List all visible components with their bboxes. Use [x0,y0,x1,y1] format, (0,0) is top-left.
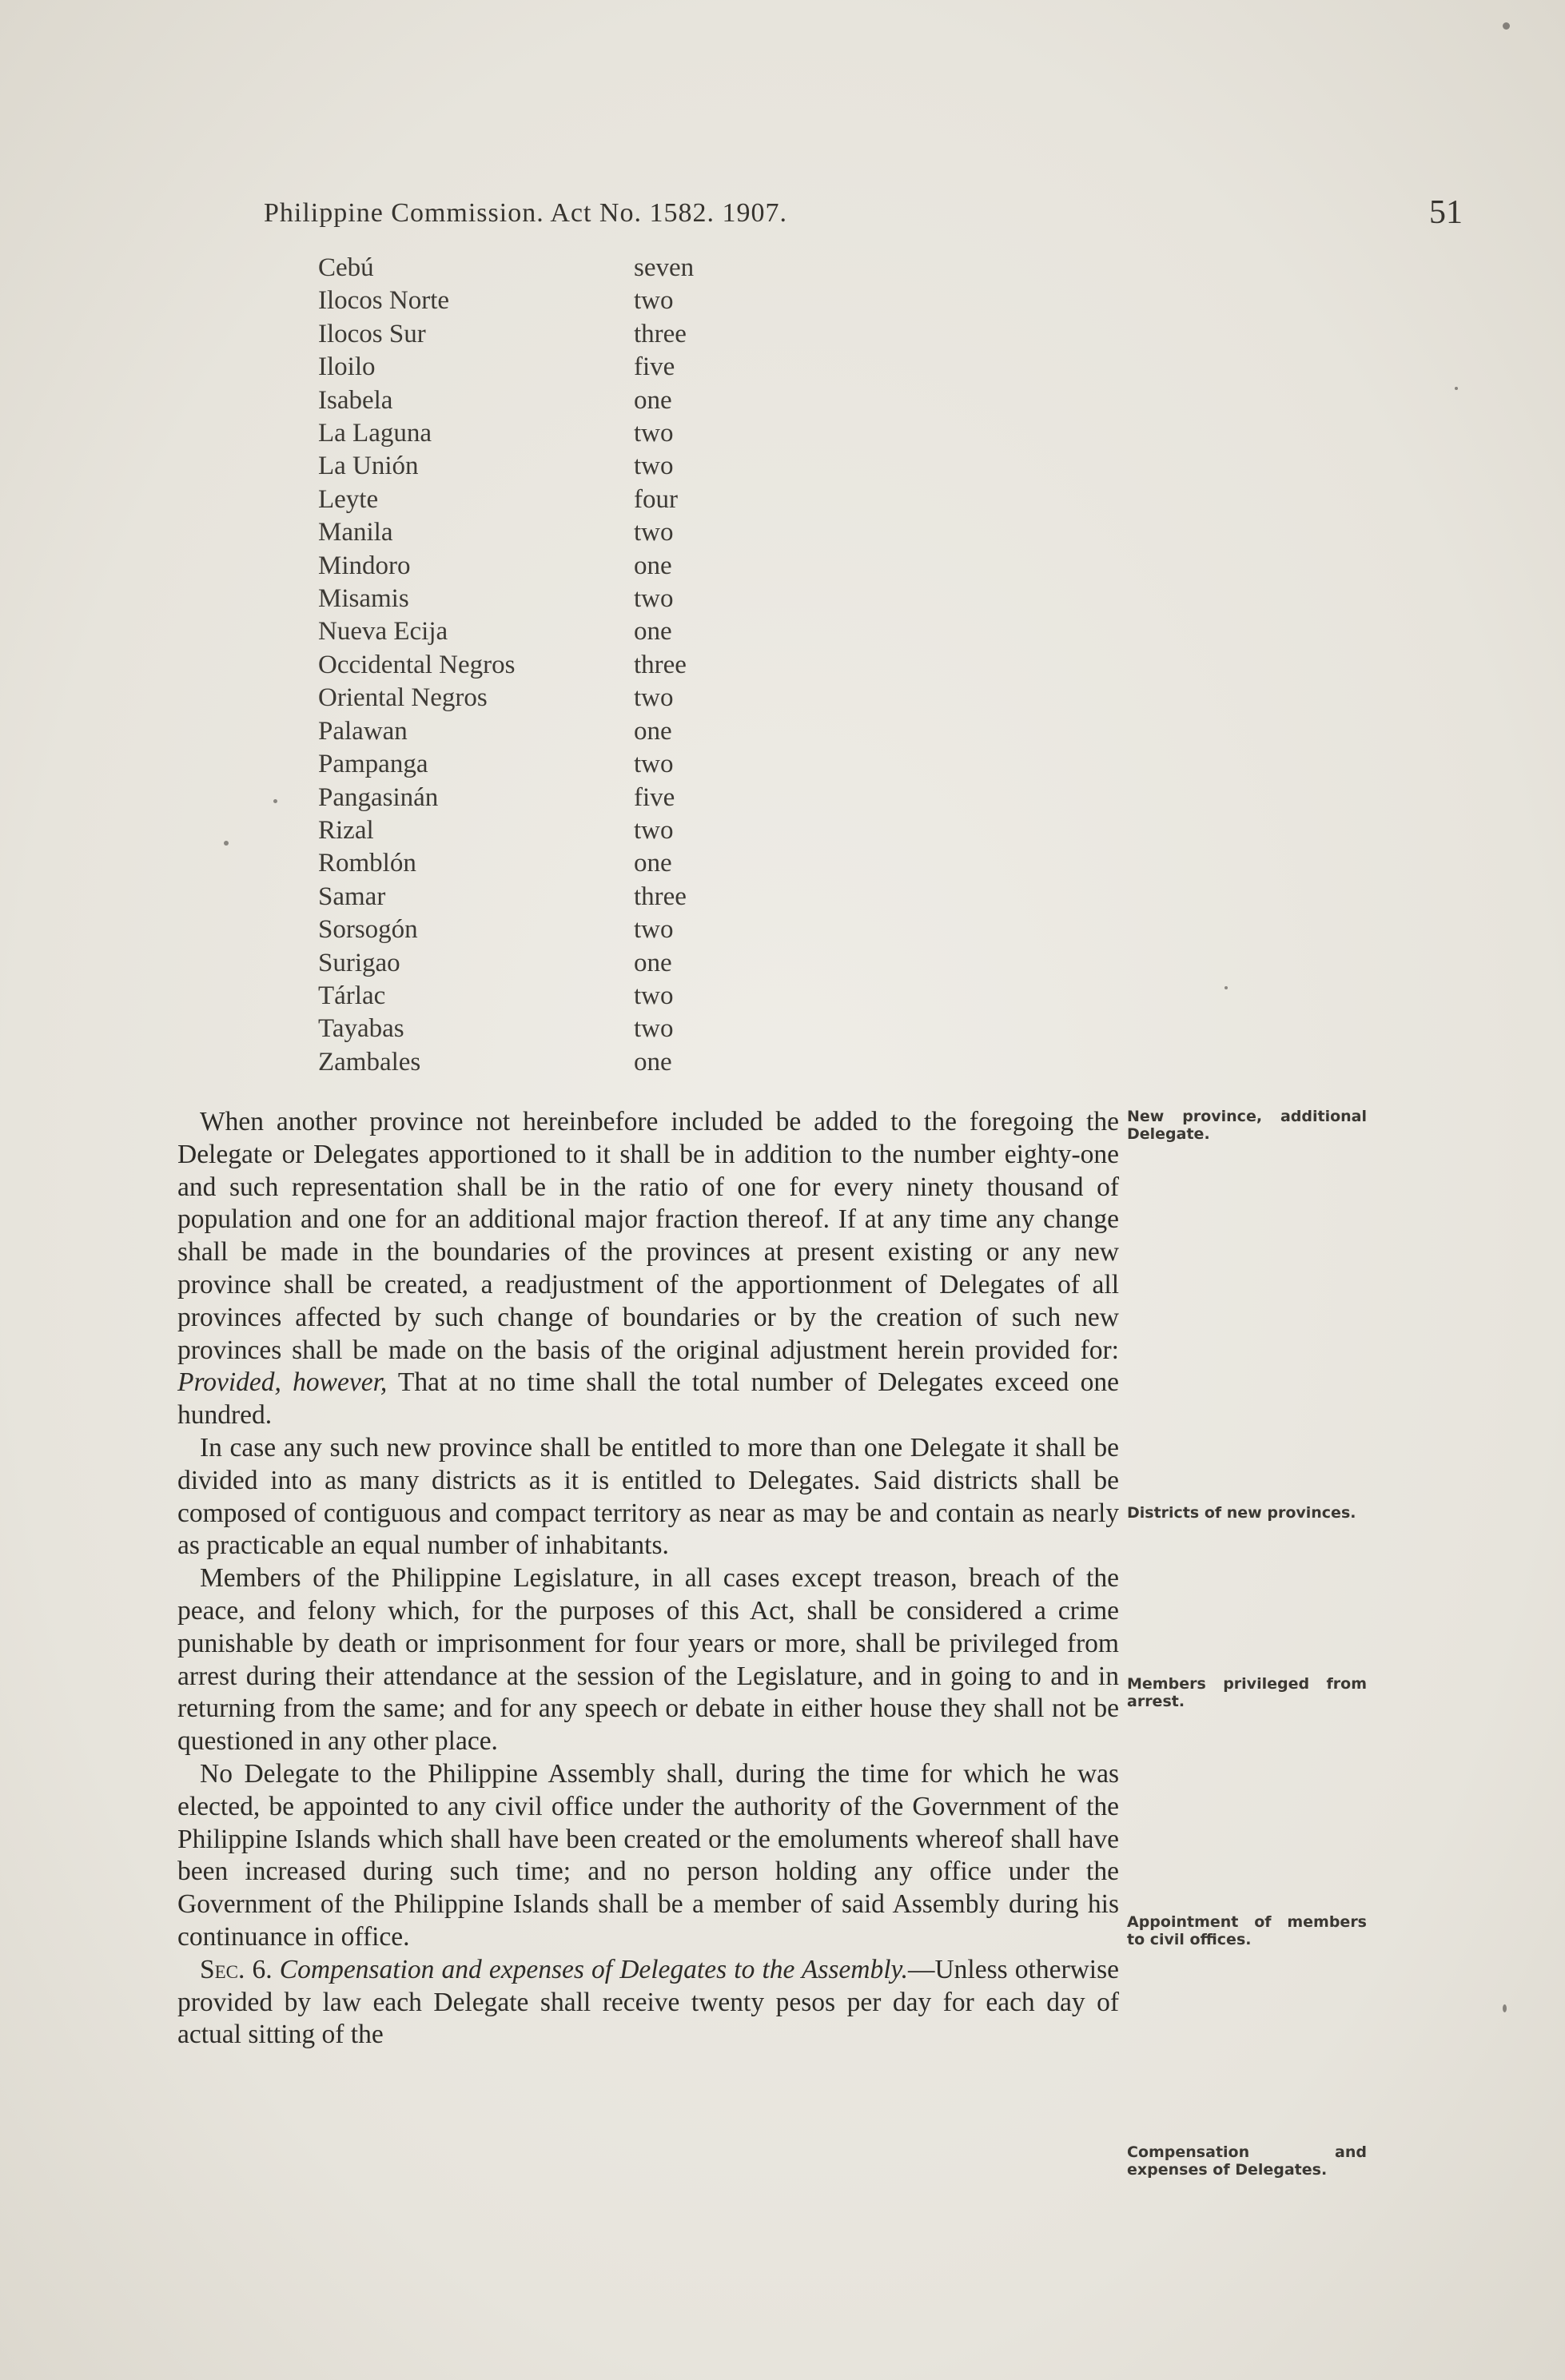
table-row [318,450,794,483]
delegate-count: two [634,750,674,779]
province-name: Palawan [318,716,408,746]
table-row [318,252,794,285]
table-row [318,615,794,648]
table-row [318,649,794,682]
table-row [318,881,794,913]
province-name: Nueva Ecija [318,617,448,647]
running-head-title: Philippine Commission. Act No. 1582. 1907. [264,198,787,228]
delegate-count: five [634,782,675,812]
running-head [264,194,1463,246]
delegate-count: one [634,385,672,415]
paragraph-section-6 [177,1954,1119,2052]
paragraph-text: When another province not hereinbefore included be added to the foregoing the Delegate or Delegates apportioned to it shall be in addition to the number eighty-one and such representation shall be in the ratio of one for every ninety thousand of population and one for an additional major fraction thereof. If at any time any change shall be made in the boundaries of the provinces at present existing or any new province shall be created, a readjustment of the apportionment of Delegates of all provinces affected by such change of boundaries or by the creation of such new provinces shall be made on the basis of the original adjustment herein provided for: [177,1107,1119,1365]
margin-note: Appointment of members to civil offices. [1127,1913,1367,1948]
table-row [318,913,794,946]
table-row [318,715,794,748]
province-name: Manila [318,518,393,547]
province-name: Tárlac [318,981,386,1010]
delegate-count: seven [634,253,695,282]
delegate-count: one [634,1047,672,1077]
province-name: Samar [318,882,386,911]
province-name: Ilocos Sur [318,319,426,348]
table-row [318,847,794,880]
delegate-count: two [634,286,674,316]
table-row [318,550,794,583]
table-row [318,1046,794,1079]
delegate-count: one [634,948,672,977]
delegate-count: two [634,815,674,845]
province-name: La Unión [318,452,419,481]
table-row [318,947,794,980]
delegate-count: one [634,617,672,647]
province-name: Ilocos Norte [318,286,450,316]
province-name: Misamis [318,584,409,614]
paragraph-districts: In case any such new province shall be entitled to more than one Delegate it shall be divided into as many districts as it is entitled to Delegates. Said districts shall be composed of contiguous and compact territory as near as may be and contain as nearly as practicable an equal number of inhabitants. [177,1432,1119,1561]
province-name: Surigao [318,948,400,977]
table-row [318,682,794,714]
delegate-count: three [634,650,687,679]
paragraph-text: —Unless otherwise provided by law each Delegate shall receive twenty pesos per day for each day of actual sitting of the [177,1954,1120,2050]
delegate-count: one [634,551,672,580]
table-row [318,516,794,549]
province-name: Mindoro [318,551,411,580]
table-row [318,1013,794,1045]
paper-speck [224,841,229,846]
margin-note: Districts of new provinces. [1127,1504,1356,1522]
table-row [318,980,794,1013]
province-name: Romblón [318,849,416,878]
paper-speck [1503,2004,1507,2012]
province-name: Zambales [318,1047,421,1077]
table-row [318,583,794,615]
apportionment-table-container [318,252,814,1079]
paragraph-privilege: Members of the Philippine Legislature, in all cases except treason, breach of the peace, and felony which, for the purposes of this Act, shall be considered a crime punishable by death or imprisonment for four years or more, shall be privileged from arrest during their attendance at the session of the Legislature, and in going to and in returning from the same; and for any speech or debate in either house they shall not be questioned in any other place. [177,1563,1119,1757]
province-name: Isabela [318,385,393,415]
province-name: Tayabas [318,1014,404,1044]
delegate-count: two [634,981,674,1010]
delegate-count: one [634,849,672,878]
table-row [318,351,794,384]
province-name: Pampanga [318,750,428,779]
margin-note: Members privileged from arrest. [1127,1675,1367,1710]
delegate-count: two [634,518,674,547]
table-row [318,417,794,450]
section-heading: Compensation and expenses of Delegates to the Assembly. [279,1954,908,1984]
province-name: Iloilo [318,352,376,382]
paragraph-new-province [177,1106,1119,1432]
delegate-count: four [634,484,678,514]
table-row [318,748,794,781]
delegate-count: two [634,683,674,713]
margin-note: Compensation and expenses of Delegates. [1127,2143,1367,2179]
table-row [318,318,794,351]
province-name: Cebú [318,253,374,282]
margin-note: New province, additional Delegate. [1127,1108,1367,1143]
province-name: Leyte [318,484,379,514]
paper-speck [1455,387,1458,390]
delegate-count: two [634,419,674,448]
province-name: Pangasinán [318,782,439,812]
delegate-count: two [634,584,674,614]
paragraph-appointment: No Delegate to the Philippine Assembly shall, during the time for which he was elected, be appointed to any civil office under the authority of the Government of the Philippine Islands which shall have been created or the emoluments whereof shall have been increased during such time; and no person holding any office under the Government of the Philippine Islands shall be a member of said Assembly during his continuance in office. [177,1758,1119,1952]
table-row [318,484,794,516]
province-name: Oriental Negros [318,683,488,713]
province-name: Rizal [318,815,374,845]
delegate-count: two [634,452,674,481]
delegate-count: three [634,882,687,911]
table-row [318,285,794,317]
delegate-count: one [634,716,672,746]
body-text [177,1106,1119,2052]
paragraph-text: That at no time shall the total number of Delegates exceed one hundred. [177,1367,1119,1431]
delegate-count: two [634,915,674,945]
table-row [318,814,794,847]
delegate-count: five [634,352,675,382]
province-name: La Laguna [318,419,432,448]
paper-speck [273,799,277,803]
paper-speck [1503,22,1510,30]
proviso-phrase: Provided, however, [177,1367,388,1398]
province-name: Occidental Negros [318,650,516,679]
table-row [318,384,794,417]
page-number: 51 [1429,194,1463,231]
delegate-count: two [634,1014,674,1044]
province-name: Sorsogón [318,915,418,945]
section-number: Sec. 6. [200,1954,273,1984]
apportionment-table [318,252,794,1079]
paper-speck [1225,986,1228,989]
table-row [318,782,794,814]
delegate-count: three [634,319,687,348]
